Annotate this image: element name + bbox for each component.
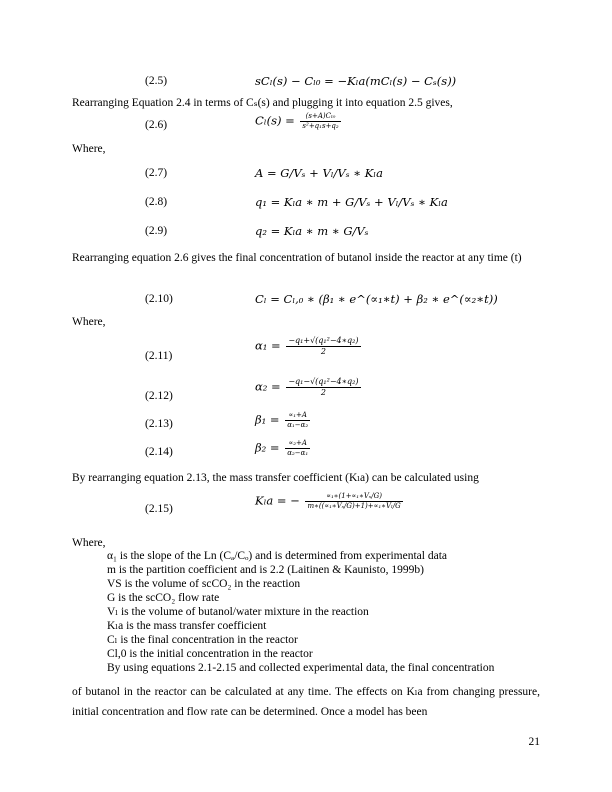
paragraph-mass-transfer: By rearranging equation 2.13, the mass transfer coefficient (Kₗa) can be calculated using	[72, 472, 479, 484]
eq-2-12	[255, 377, 363, 398]
where-label-2: Where,	[72, 316, 106, 328]
eq-2-12-denominator: 2	[320, 388, 326, 397]
eq-2-9: q₂ = Kₗa ∗ m ∗ G/Vₛ	[255, 224, 369, 238]
eq-2-13	[255, 411, 312, 430]
eq-2-12-numerator: −q₁−√(q₁²−4∗q₂)	[288, 377, 359, 386]
eq-2-11	[255, 336, 363, 357]
eq-2-13-lhs: β₁ =	[255, 412, 280, 427]
eq-2-12-label: (2.12)	[145, 390, 173, 402]
eq-2-5: sCₗ(s) − Cₗ₀ = −Kₗa(mCₗ(s) − Cₛ(s))	[255, 74, 457, 88]
eq-2-13-denominator: α₁−α₂	[287, 421, 309, 429]
eq-2-10: Cₗ = Cₗ,₀ ∗ (β₁ ∗ e^(∝₁∗t) + β₂ ∗ e^(∝₂∗t))	[255, 292, 498, 306]
eq-2-7: A = G/Vₛ + Vₗ/Vₛ ∗ Kₗa	[255, 166, 383, 180]
eq-2-11-lhs: α₁ =	[255, 338, 281, 353]
closing-first-line: By using equations 2.1-2.15 and collected experimental data, the final concentration	[107, 662, 495, 674]
eq-2-11-label: (2.11)	[145, 350, 173, 362]
eq-2-6-label: (2.6)	[145, 119, 168, 131]
eq-2-6-fraction	[300, 112, 340, 131]
eq-2-8-label: (2.8)	[145, 196, 168, 208]
eq-2-14-denominator: α₂−α₁	[287, 449, 309, 457]
eq-2-7-label: (2.7)	[145, 167, 168, 179]
eq-2-6-denominator: s²+q₁s+q₂	[302, 122, 339, 130]
eq-2-15-fraction	[305, 492, 402, 511]
definition-cl0: Cl,0 is the initial concentration in the reactor	[107, 648, 313, 660]
eq-2-6-lhs: Cₗ(s) =	[255, 113, 295, 128]
paragraph-rearranging-2-4: Rearranging Equation 2.4 in terms of Cₛ(s) and plugging it into equation 2.5 gives,	[72, 97, 453, 109]
eq-2-5-label: (2.5)	[145, 75, 168, 87]
eq-2-14	[255, 439, 312, 458]
closing-paragraph: of butanol in the reactor can be calculated at any time. The effects on Kₗa from changing pressure, initial concentration and flow rate can be determined. Once a model has been	[72, 686, 540, 718]
eq-2-11-denominator: 2	[320, 347, 326, 356]
eq-2-11-numerator: −q₁+√(q₁²−4∗q₂)	[288, 336, 359, 345]
eq-2-6-numerator: (s+A)Cₗ₀	[300, 112, 340, 122]
eq-2-15-label: (2.15)	[145, 503, 173, 515]
eq-2-14-label: (2.14)	[145, 446, 173, 458]
definition-alpha1: α₁ is the slope of the Ln (Cₐ/Cₒ) and is determined from experimental data	[107, 550, 447, 562]
eq-2-11-fraction	[286, 336, 360, 357]
eq-2-15-denominator: m∗((∝₁∗Vₛ/G)+1)+∝₁∗Vₗ/G	[307, 502, 401, 510]
eq-2-13-fraction	[285, 411, 310, 430]
where-label-3: Where,	[72, 537, 106, 549]
eq-2-13-label: (2.13)	[145, 418, 173, 430]
definition-kla: Kₗa is the mass transfer coefficient	[107, 620, 267, 632]
definition-vs: VS is the volume of scCO₂ in the reaction	[107, 578, 301, 590]
eq-2-15-numerator: ∝₁∗(1+∝₁∗Vₛ/G)	[305, 492, 402, 502]
eq-2-10-label: (2.10)	[145, 293, 173, 305]
eq-2-15-lhs: Kₗa = −	[255, 493, 300, 508]
eq-2-15	[255, 492, 405, 511]
eq-2-13-numerator: ∝₁+A	[285, 411, 310, 421]
definition-cl: Cₗ is the final concentration in the reactor	[107, 634, 298, 646]
eq-2-14-fraction	[285, 439, 310, 458]
eq-2-9-label: (2.9)	[145, 225, 168, 237]
eq-2-14-lhs: β₂ =	[255, 440, 280, 455]
eq-2-6	[255, 112, 343, 131]
definition-vl: Vₗ is the volume of butanol/water mixture in the reaction	[107, 606, 369, 618]
eq-2-12-lhs: α₂ =	[255, 379, 281, 394]
eq-2-8: q₁ = Kₗa ∗ m + G/Vₛ + Vₗ/Vₛ ∗ Kₗa	[255, 195, 448, 209]
where-label-1: Where,	[72, 143, 106, 155]
page-number: 21	[528, 736, 540, 748]
eq-2-14-numerator: ∝₂+A	[285, 439, 310, 449]
definition-g: G is the scCO₂ flow rate	[107, 592, 220, 604]
definition-m: m is the partition coefficient and is 2.2 (Laitinen & Kaunisto, 1999b)	[107, 564, 424, 576]
paragraph-rearranging-2-6: Rearranging equation 2.6 gives the final concentration of butanol inside the reactor at any time (t)	[72, 252, 522, 264]
eq-2-12-fraction	[286, 377, 360, 398]
